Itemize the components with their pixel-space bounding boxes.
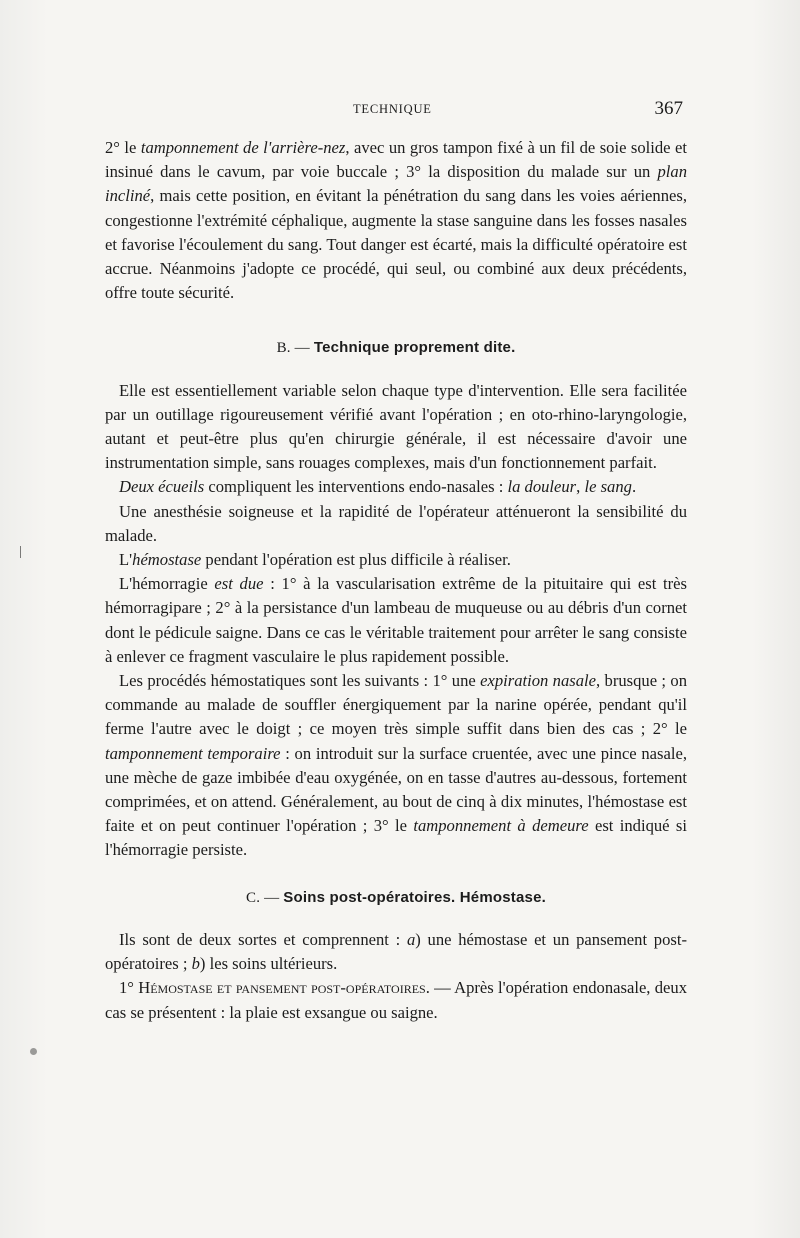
page-body — [105, 136, 687, 1025]
paragraph-c2: 1° Hémostase et pansement post-opératoires. — Après l'opération endonasale, deux cas se présentent : la plaie est exsangue ou saigne. — [105, 978, 688, 1022]
section-heading-c: C. — Soins post-opératoires. Hémostase. — [246, 888, 546, 906]
paragraph-continuation: 2° le tamponnement de l'arrière-nez, avec un gros tampon fixé à un fil de soie solide et insinué dans le cavum, par voie buccale ; 3° la disposition du malade sur un plan incliné, mais cette position, en évitant la pénétration du sang dans les voies aériennes, congestionne l'extrémité céphalique, augmente la stase sanguine dans les fosses nasales et favorise l'écoulement du sang. Tout danger est écarté, mais la difficulté opératoire est accrue. Néanmoins j'adopte ce procédé, qui seul, ou combiné aux deux précédents, offre toute sécurité. — [105, 138, 687, 303]
paragraph-b4: L'hémostase pendant l'opération est plus difficile à réaliser. — [119, 550, 511, 570]
page-header — [105, 98, 683, 122]
paragraph-b3: Une anesthésie soigneuse et la rapidité de l'opérateur atténueront la sensibilité du malade. — [105, 501, 687, 545]
paragraph-b6: Les procédés hémostatiques sont les suivants : 1° une expiration nasale, brusque ; on commande au malade de souffler énergiquement par la narine opérée, pendant qu'il ferme l'autre avec le doigt ; ce moyen très simple suffit dans bien des cas ; 2° le tamponnement temporaire : on introduit sur la surface cruentée, avec une pince nasale, une mèche de gaze imbibée d'eau oxygénée, on en tasse d'autres au-dessous, fortement comprimées, et on attend. Généralement, au bout de cinq à dix minutes, l'hémostase est faite et on peut continuer l'opération ; 3° le tamponnement à demeure est indiqué si l'hémorragie persiste. — [105, 671, 687, 860]
page-number: 367 — [654, 98, 683, 119]
paragraph-c1: Ils sont de deux sortes et comprennent : a) une hémostase et un pansement post-opératoires ; b) les soins ultérieurs. — [105, 929, 687, 974]
running-head: TECHNIQUE — [353, 102, 432, 116]
paragraph-b5: L'hémorragie est due : 1° à la vascularisation extrême de la pituitaire qui est très hémorragipare ; 2° à la persistance d'un lambeau de muqueuse ou au débris d'un cornet dont le pédicule saigne. Dans ce cas le véritable traitement pour arrêter le sang consiste à enlever ce fragment vasculaire le plus rapidement possible. — [105, 574, 687, 666]
paper-speck — [30, 1048, 37, 1055]
paragraph-b2: Deux écueils compliquent les interventions endo-nasales : la douleur, le sang. — [119, 477, 637, 497]
paragraph-b1: Elle est essentiellement variable selon chaque type d'intervention. Elle sera facilitée par un outillage rigoureusement vérifié avant l'opération ; en oto-rhino-laryngologie, autant et peut-être plus qu'en chirurgie générale, il est nécessaire d'avoir une instrumentation simple, sans rouages complexes, mais d'un fonctionnement parfait. — [105, 380, 687, 473]
section-heading-b: B. — Technique proprement dite. — [276, 339, 516, 357]
margin-mark — [20, 546, 21, 558]
